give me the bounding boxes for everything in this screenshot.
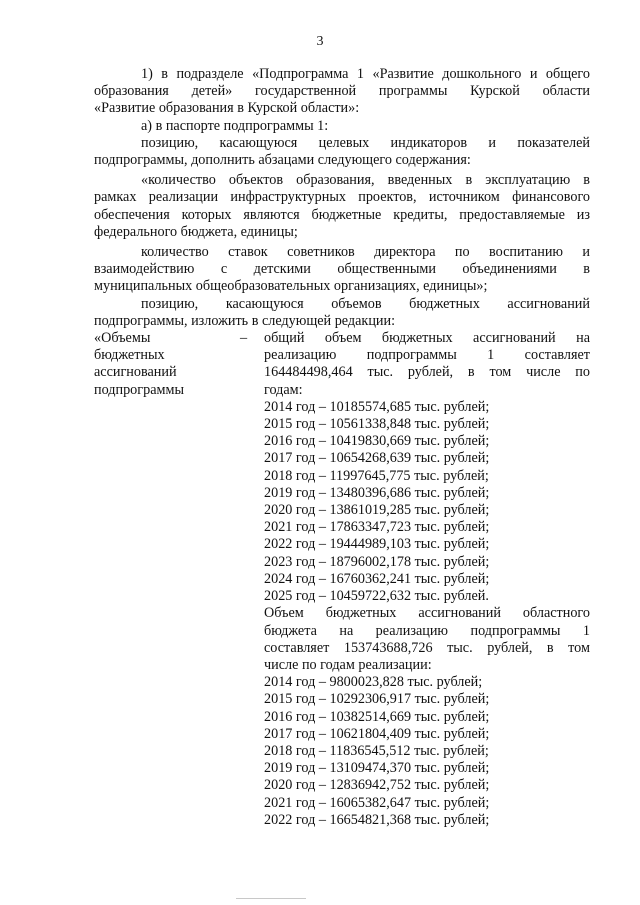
regional-text-line: Объем бюджетных ассигнований областного <box>264 605 590 622</box>
total-text-line: 164484498,464 тыс. рублей, в том числе по <box>264 364 590 381</box>
budget-table <box>94 330 590 829</box>
paragraph-line: обеспечения которых являются бюджетные кредиты, предоставляемые из <box>94 206 590 223</box>
dash-separator: – <box>240 330 248 347</box>
paragraph-line: «Развитие образования в Курской области»: <box>94 100 360 117</box>
paragraph-line: подпрограммы, изложить в следующей редакции: <box>94 312 396 329</box>
year-line: 2020 год – 13861019,285 тыс. рублей; <box>264 502 490 519</box>
year-line: 2021 год – 16065382,647 тыс. рублей; <box>264 794 490 811</box>
table-left-label: «Объемы <box>94 330 151 347</box>
page-number: 3 <box>316 34 324 49</box>
table-right-column <box>264 330 590 829</box>
year-line: 2018 год – 11997645,775 тыс. рублей; <box>264 467 489 484</box>
paragraph-line: муниципальных общеобразовательных организациях, единицы»; <box>94 278 488 295</box>
year-line: 2016 год – 10419830,669 тыс. рублей; <box>264 433 490 450</box>
paragraph-line: федерального бюджета, единицы; <box>94 223 298 240</box>
table-dash-column <box>240 330 264 829</box>
year-line: 2014 год – 10185574,685 тыс. рублей; <box>264 398 490 415</box>
total-text-line: реализацию подпрограммы 1 составляет <box>264 347 590 364</box>
regional-text-line: составляет 153743688,726 тыс. рублей, в том <box>264 639 590 656</box>
year-line: 2020 год – 12836942,752 тыс. рублей; <box>264 777 490 794</box>
paragraph-line: 1) в подразделе «Подпрограмма 1 «Развитие дошкольного и общего <box>141 66 590 82</box>
scan-edge-mark <box>236 898 306 899</box>
year-line: 2016 год – 10382514,669 тыс. рублей; <box>264 708 490 725</box>
year-line: 2017 год – 10654268,639 тыс. рублей; <box>264 450 490 467</box>
table-left-label: ассигнований <box>94 364 177 381</box>
year-line: 2019 год – 13109474,370 тыс. рублей; <box>264 760 490 777</box>
document-body <box>94 66 590 829</box>
year-line: 2021 год – 17863347,723 тыс. рублей; <box>264 519 490 536</box>
table-left-label: подпрограммы <box>94 381 184 398</box>
year-line: 2023 год – 18796002,178 тыс. рублей; <box>264 553 490 570</box>
year-line: 2022 год – 19444989,103 тыс. рублей; <box>264 536 490 553</box>
year-line: 2015 год – 10561338,848 тыс. рублей; <box>264 416 490 433</box>
regional-text-line: бюджета на реализацию подпрограммы 1 <box>264 622 590 639</box>
year-line: 2022 год – 16654821,368 тыс. рублей; <box>264 811 490 828</box>
paragraph-line: образования детей» государственной программы Курской области <box>94 83 590 100</box>
year-line: 2025 год – 10459722,632 тыс. рублей. <box>264 588 489 605</box>
year-line: 2017 год – 10621804,409 тыс. рублей; <box>264 725 490 742</box>
year-line: 2014 год – 9800023,828 тыс. рублей; <box>264 674 483 691</box>
total-text-line: общий объем бюджетных ассигнований на <box>264 330 590 347</box>
table-left-column <box>94 330 240 829</box>
paragraph-line: «количество объектов образования, введенных в эксплуатацию в <box>141 172 590 189</box>
regional-text-line: числе по годам реализации: <box>264 656 432 673</box>
paragraph-line: количество ставок советников директора по воспитанию и <box>141 244 590 261</box>
paragraph-line: взаимодействию с детскими общественными объединениями в <box>94 261 590 278</box>
paragraph-line: позицию, касающуюся объемов бюджетных ассигнований <box>141 295 590 312</box>
table-left-label: бюджетных <box>94 347 165 364</box>
total-text-line: годам: <box>264 381 303 398</box>
year-line: 2024 год – 16760362,241 тыс. рублей; <box>264 570 490 587</box>
year-line: 2018 год – 11836545,512 тыс. рублей; <box>264 742 489 759</box>
year-line: 2019 год – 13480396,686 тыс. рублей; <box>264 484 490 501</box>
paragraph-line: подпрограммы, дополнить абзацами следующего содержания: <box>94 152 471 169</box>
paragraph-line: а) в паспорте подпрограммы 1: <box>141 117 329 134</box>
paragraph-line: позицию, касающуюся целевых индикаторов и показателей <box>141 134 590 151</box>
year-line: 2015 год – 10292306,917 тыс. рублей; <box>264 691 490 708</box>
paragraph-line: рамках реализации инфраструктурных проектов, источником финансового <box>94 189 590 206</box>
